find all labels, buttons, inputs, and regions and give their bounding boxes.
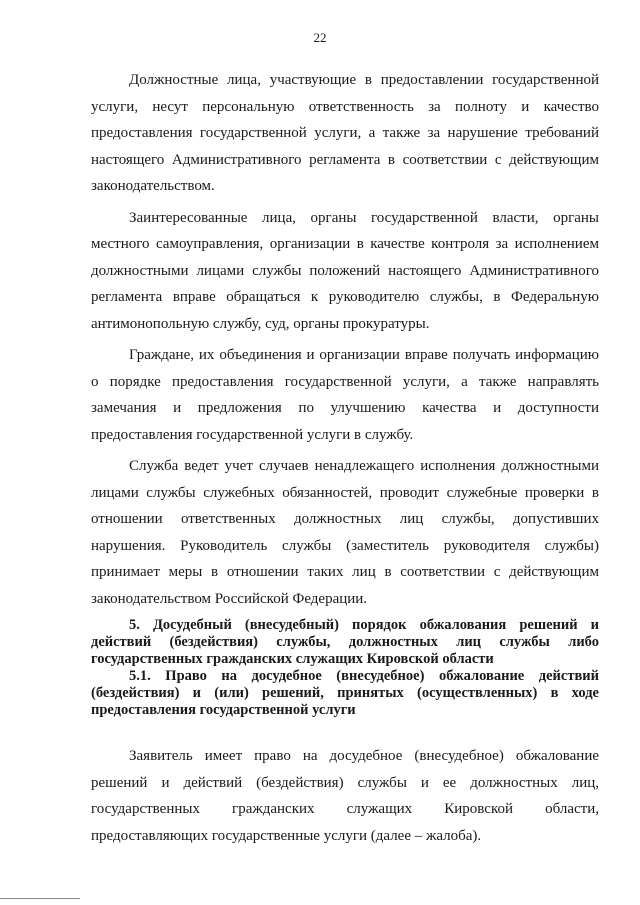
paragraph-citizens-rights: Граждане, их объединения и организации вправе получать информацию о порядке предоставления государственной услуги, а также направлять замечания и предложения по улучшению качества и доступности предоставления государственной услуги в службу. bbox=[91, 347, 599, 443]
page-number: 22 bbox=[313, 30, 327, 45]
document-body bbox=[91, 67, 599, 854]
paragraph-responsibility: Должностные лица, участвующие в предоставлении государственной услуги, несут персональную ответственность за полноту и качество предоставления государственной услуги, а также за нарушение требований настоящего Административного регламента в соответствии с действующим законодательством. bbox=[91, 72, 599, 194]
heading-spacer bbox=[91, 719, 599, 743]
section-heading: 5. Досудебный (внесудебный) порядок обжалования решений и действий (бездействия) службы, должностных лиц службы либо государственных гражданских служащих Кировской области bbox=[91, 617, 599, 667]
paragraph-service-records: Служба ведет учет случаев ненадлежащего исполнения должностными лицами службы служебных обязанностей, проводит служебные проверки в отношении ответственных должностных лиц службы, допустивших нарушения. Руководитель службы (заместитель руководителя службы) принимает меры в отношении таких лиц в соответствии с действующим законодательством Российской Федерации. bbox=[91, 458, 599, 607]
subsection-heading: 5.1. Право на досудебное (внесудебное) обжалование действий (бездействия) и (или) решений, принятых (осуществленных) в ходе предоставления государственной услуги bbox=[91, 668, 599, 718]
paragraph-control-by-organizations: Заинтересованные лица, органы государственной власти, органы местного самоуправления, организации в качестве контроля за исполнением должностными лицами службы положений настоящего Административного регламента вправе обращаться к руководителю службы, в Федеральную антимонопольную службу, суд, органы прокуратуры. bbox=[91, 209, 599, 332]
paragraph-complaint-right: Заявитель имеет право на досудебное (внесудебное) обжалование решений и действий (бездействия) службы и ее должностных лиц, государственных гражданских служащих Кировской области, предоставляющих государственные услуги (далее – жалоба). bbox=[91, 748, 599, 844]
scan-edge-line bbox=[0, 898, 80, 899]
